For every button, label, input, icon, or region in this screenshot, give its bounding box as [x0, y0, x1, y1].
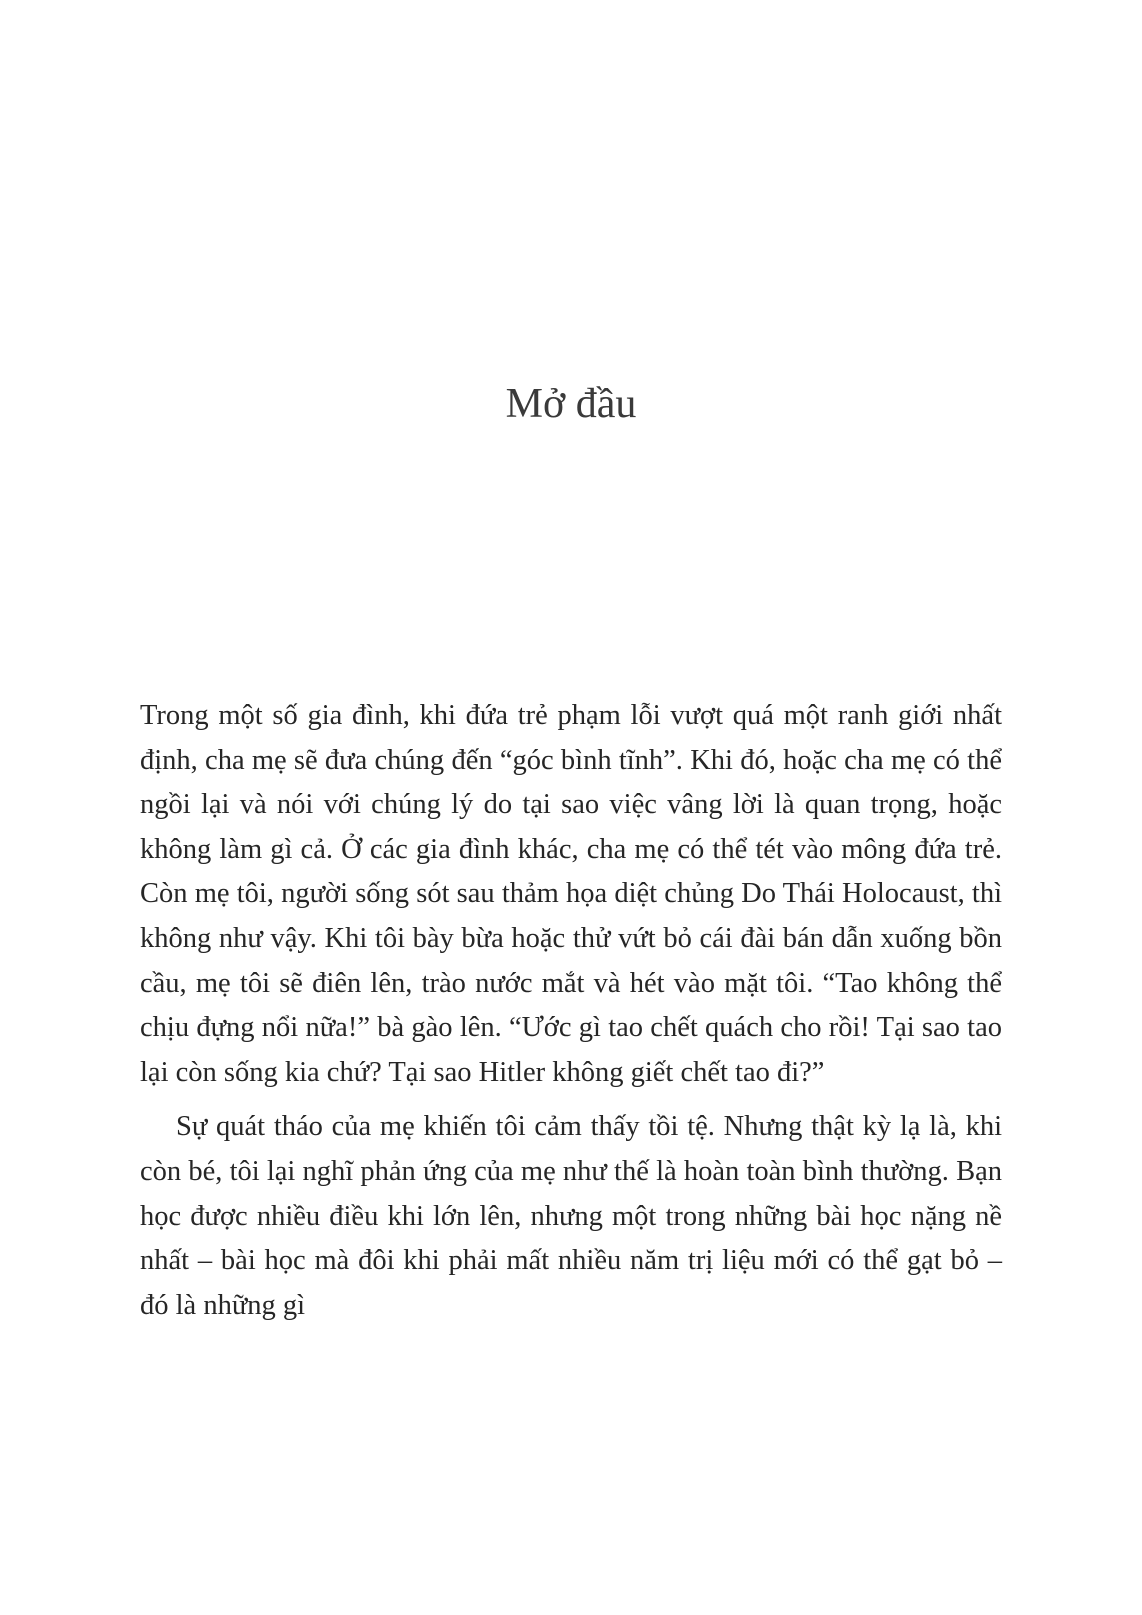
body-text — [140, 694, 1002, 1328]
paragraph-2: Sự quát tháo của mẹ khiến tôi cảm thấy tồi tệ. Nhưng thật kỳ lạ là, khi còn bé, tôi lại nghĩ phản ứng của mẹ như thế là hoàn toàn bình thường. Bạn học được nhiều điều khi lớn lên, nhưng một trong những bài học nặng nề nhất – bài học mà đôi khi phải mất nhiều năm trị liệu mới có thể gạt bỏ – đó là những gì — [140, 1111, 1002, 1321]
paragraph-1: Trong một số gia đình, khi đứa trẻ phạm lỗi vượt quá một ranh giới nhất định, cha mẹ sẽ đưa chúng đến “góc bình tĩnh”. Khi đó, hoặc cha mẹ có thể ngồi lại và nói với chúng lý do tại sao việc vâng lời là quan trọng, hoặc không làm gì cả. Ở các gia đình khác, cha mẹ có thể tét vào mông đứa trẻ. Còn mẹ tôi, người sống sót sau thảm họa diệt chủng Do Thái Holocaust, thì không như vậy. Khi tôi bày bừa hoặc thử vứt bỏ cái đài bán dẫn xuống bồn cầu, mẹ tôi sẽ điên lên, trào nước mắt và hét vào mặt tôi. “Tao không thể chịu đựng nổi nữa!” bà gào lên. “Ước gì tao chết quách cho rồi! Tại sao tao lại còn sống kia chứ? Tại sao Hitler không giết chết tao đi?” — [140, 700, 1002, 1088]
chapter-title: Mở đầu — [505, 381, 637, 427]
